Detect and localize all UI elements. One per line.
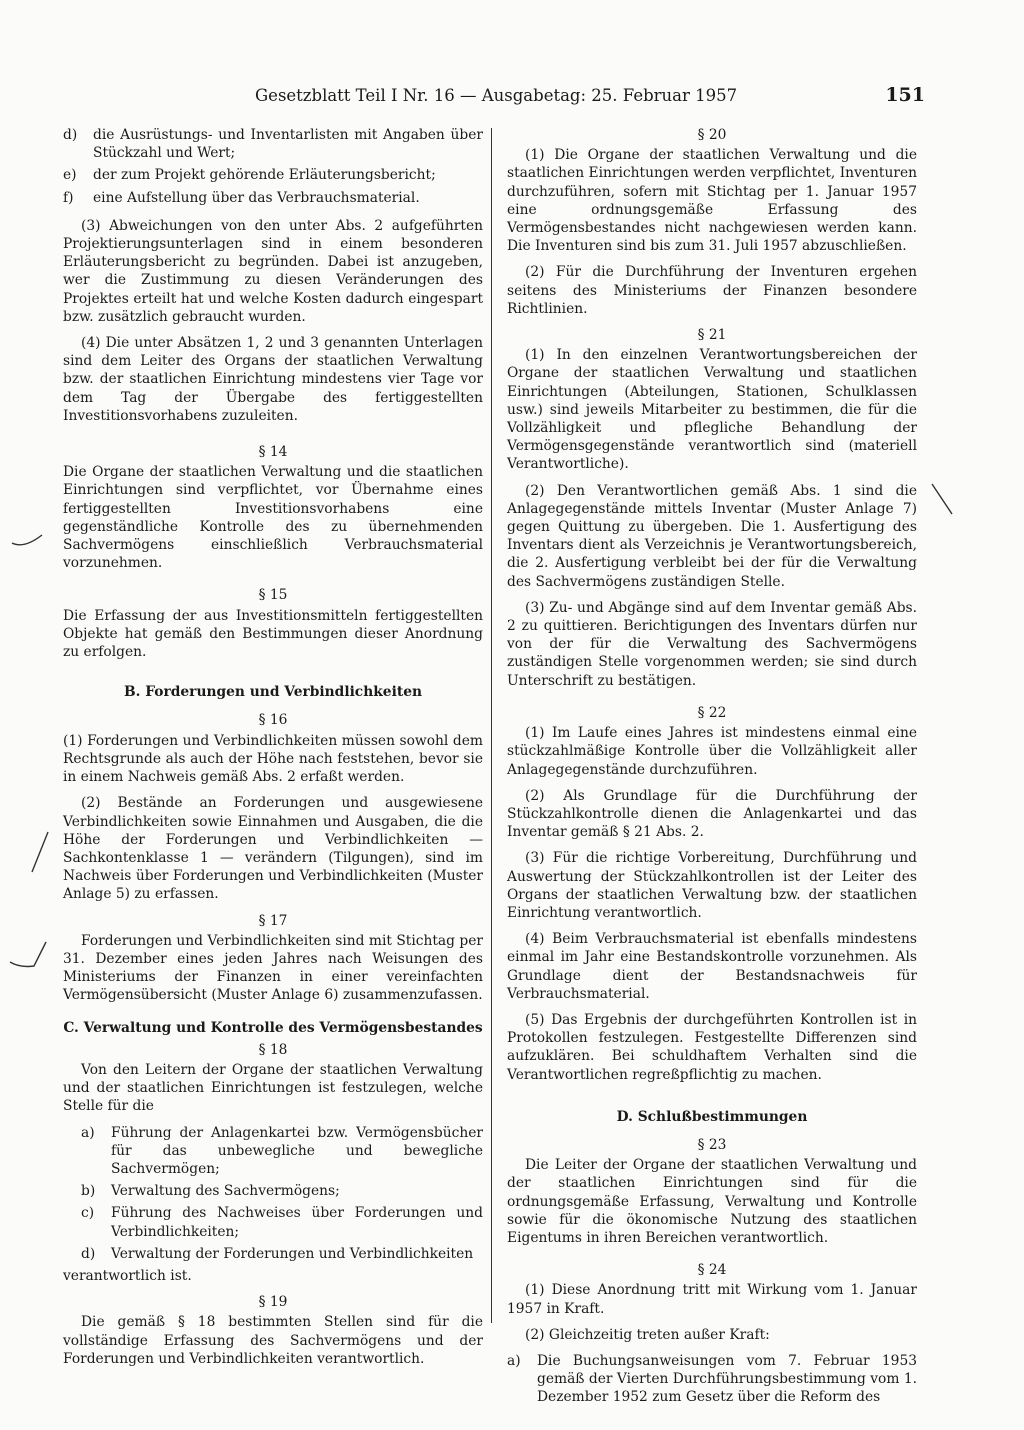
section-20-para-2: (2) Für die Durchführung der Inventuren ergehen seitens des Ministeriums der Finanzen besondere Richtlinien. bbox=[507, 264, 917, 317]
margin-check-icon bbox=[6, 938, 52, 974]
item-label: a) bbox=[507, 1352, 521, 1369]
item-text: die Ausrüstungs- und Inventarlisten mit Angaben über Stückzahl und Wert; bbox=[93, 127, 483, 162]
item-text: Verwaltung der Forderungen und Verbindlichkeiten bbox=[111, 1245, 474, 1262]
left-column bbox=[63, 126, 483, 1376]
item-label: f) bbox=[63, 189, 74, 206]
section-20-para-1: (1) Die Organe der staatlichen Verwaltung und die staatlichen Einrichtungen werden verpflichtet, Inventuren durchzuführen, sofern mit Stichtag per 1. Januar 1957 eine ordnungsgemäße Erfassung des Vermögensbestandes nicht nachgewiesen werden kann. Die Inventuren sind bis zum 31. Juli 1957 abzuschließen. bbox=[507, 147, 917, 255]
section-17-text: Forderungen und Verbindlichkeiten sind mit Stichtag per 31. Dezember eines jeden Jahres nach Weisungen des Ministeriums der Finanzen in einer vereinfachten Vermögensübersicht (Muster Anlage 6) zusammenzufassen. bbox=[63, 932, 483, 1004]
heading-d: D. Schlußbestimmungen bbox=[616, 1108, 808, 1125]
paragraph-4: (4) Die unter Absätzen 1, 2 und 3 genannten Unterlagen sind dem Leiter des Organs der staatlichen Verwaltung bzw. der staatlichen Einrichtung mindestens vier Tage vor dem Tag der Übergabe des fertiggestellten Investitionsvorhabens zuzuleiten. bbox=[63, 335, 483, 424]
section-22-para-5: (5) Das Ergebnis der durchgeführten Kontrollen ist in Protokollen festzulegen. Festgestellte Differenzen sind aufzuklären. Bei schuldhaftem Verhalten sind die Verantwortlichen regreßpflichtig zu machen. bbox=[507, 1011, 917, 1083]
item-label: e) bbox=[63, 167, 77, 184]
margin-mark-icon bbox=[8, 525, 48, 555]
section-18-intro: Von den Leitern der Organe der staatlichen Verwaltung und der staatlichen Einrichtungen ist festzulegen, welche Stelle für die bbox=[63, 1061, 483, 1115]
page-header bbox=[255, 86, 925, 110]
heading-c: C. Verwaltung und Kontrolle des Vermögensbestandes bbox=[63, 1019, 483, 1036]
section-20-title: § 20 bbox=[697, 127, 727, 143]
list-item bbox=[63, 1245, 483, 1263]
section-15-text: Die Erfassung der aus Investitionsmitteln fertiggestellten Objekte hat gemäß den Bestimmungen dieser Anordnung zu erfolgen. bbox=[63, 607, 483, 661]
section-15-title: § 15 bbox=[258, 587, 288, 604]
section-16-para-2: (2) Bestände an Forderungen und ausgewiesene Verbindlichkeiten sowie Einnahmen und Ausgaben, die die Höhe der Forderungen und Verbindlichkeiten — Sachkontenklasse 1 — verändern (Tilgungen), sind im Nachweis über Forderungen und Verbindlichkeiten (Muster Anlage 5) zu erfassen. bbox=[63, 795, 483, 903]
section-16-title: § 16 bbox=[258, 712, 288, 729]
list-item bbox=[63, 166, 483, 184]
running-title: Gesetzblatt Teil I Nr. 16 — Ausgabetag: 25. Februar 1957 bbox=[255, 86, 738, 105]
item-label: a) bbox=[81, 1124, 95, 1141]
section-24-para-1: (1) Diese Anordnung tritt mit Wirkung vom 1. Januar 1957 in Kraft. bbox=[507, 1282, 917, 1317]
section-22-para-2: (2) Als Grundlage für die Durchführung der Stückzahlkontrolle dienen die Anlagenkartei und das Inventar gemäß § 21 Abs. 2. bbox=[507, 787, 917, 841]
item-text: der zum Projekt gehörende Erläuterungsbericht; bbox=[93, 167, 436, 184]
section-21-para-2: (2) Den Verantwortlichen gemäß Abs. 1 sind die Anlagegegenstände mittels Inventar (Muster Anlage 7) gegen Quittung zu übergeben. Die 1. Ausfertigung des Inventars dient als Verzeichnis je Verantwortungsbereich, die 2. Ausfertigung verbleibt bei der für die Verwaltung des Sachvermögens zuständigen Stelle. bbox=[507, 482, 917, 590]
section-23-title: § 23 bbox=[697, 1136, 727, 1153]
list-item bbox=[63, 1204, 483, 1240]
section-21-para-3: (3) Zu- und Abgänge sind auf dem Inventar gemäß Abs. 2 zu quittieren. Berichtigungen des Inventars dürfen nur von der für die Verwaltung des Sachvermögens zuständigen Stelle vorgenommen werden; sie sind durch Unterschrift zu bestätigen. bbox=[507, 599, 917, 689]
section-24-title: § 24 bbox=[697, 1262, 727, 1279]
section-16-para-1: (1) Forderungen und Verbindlichkeiten müssen sowohl dem Rechtsgrunde als auch der Höhe nach feststehen, bevor sie in einem Nachweis gemäß Abs. 2 erfaßt werden. bbox=[63, 732, 483, 786]
margin-stroke-icon bbox=[26, 828, 56, 878]
list-item bbox=[63, 1124, 483, 1179]
section-22-para-3: (3) Für die richtige Vorbereitung, Durchführung und Auswertung der Stückzahlkontrollen ist der Leiter des Organs der staatlichen Verwaltung bzw. der staatlichen Einrichtung verantwortlich. bbox=[507, 850, 917, 921]
section-17-title: § 17 bbox=[258, 912, 288, 929]
item-text: Führung der Anlagenkartei bzw. Vermögensbücher für das unbewegliche und bewegliche Sachvermögen; bbox=[111, 1124, 483, 1177]
section-14-title: § 14 bbox=[258, 444, 288, 461]
section-19-title: § 19 bbox=[258, 1294, 288, 1311]
column-divider bbox=[491, 128, 492, 1323]
item-text: Die Buchungsanweisungen vom 7. Februar 1953 gemäß der Vierten Durchführungsbestimmung vom 1. Dezember 1952 zum Gesetz über die Reform des bbox=[537, 1352, 917, 1406]
item-label: c) bbox=[81, 1205, 95, 1222]
section-22-para-4: (4) Beim Verbrauchsmaterial ist ebenfalls mindestens einmal im Jahr eine Bestandskontrolle vorzunehmen. Als Grundlage dient der Bestandsnachweis für Verbrauchsmaterial. bbox=[507, 931, 917, 1002]
heading-b: B. Forderungen und Verbindlichkeiten bbox=[123, 684, 423, 701]
list-item bbox=[63, 126, 483, 162]
section-23-text: Die Leiter der Organe der staatlichen Verwaltung und der staatlichen Einrichtungen sind für die ordnungsgemäße Erfassung, Verwaltung und Kontrolle sowie für die ökonomische Nutzung des staatlichen Eigentums in ihren Bereichen verantwortlich. bbox=[507, 1157, 917, 1246]
section-22-para-1: (1) Im Laufe eines Jahres ist mindestens einmal eine stückzahlmäßige Kontrolle über die Vollzähligkeit aller Anlagegegenstände durchzuführen. bbox=[507, 725, 917, 778]
page-number: 151 bbox=[885, 84, 925, 106]
list-item bbox=[63, 189, 483, 207]
item-text: Führung des Nachweises über Forderungen und Verbindlichkeiten; bbox=[111, 1205, 483, 1240]
section-19-text: Die gemäß § 18 bestimmten Stellen sind für die vollständige Erfassung des Sachvermögens und der Forderungen und Verbindlichkeiten verantwortlich. bbox=[63, 1314, 483, 1367]
item-text: eine Aufstellung über das Verbrauchsmaterial. bbox=[93, 189, 420, 206]
right-column bbox=[507, 126, 917, 1411]
item-text: Verwaltung des Sachvermögens; bbox=[111, 1183, 340, 1200]
item-label: d) bbox=[81, 1245, 96, 1262]
section-24-para-2: (2) Gleichzeitig treten außer Kraft: bbox=[525, 1326, 770, 1343]
section-14-text: Die Organe der staatlichen Verwaltung und die staatlichen Einrichtungen sind verpflichtet, vor Übernahme eines fertiggestellten Investitionsvorhabens eine gegenständliche Kontrolle des zu übernehmenden Sachvermögens einschließlich Verbrauchsmaterial vorzunehmen. bbox=[63, 464, 483, 572]
list-item bbox=[63, 1182, 483, 1200]
section-21-title: § 21 bbox=[697, 327, 727, 344]
section-18-title: § 18 bbox=[258, 1041, 288, 1058]
item-label: d) bbox=[63, 127, 78, 143]
item-label: b) bbox=[81, 1183, 96, 1200]
section-21-para-1: (1) In den einzelnen Verantwortungsbereichen der Organe der staatlichen Verwaltung und staatlichen Einrichtungen (Abteilungen, Stationen, Schulklassen usw.) sind jeweils Mitarbeiter zu bestimmen, die für die Vollzähligkeit und pflegliche Behandlung der Vermögensgegenstände verantwortlich sind (materiell Verantwortliche). bbox=[507, 347, 917, 473]
section-18-end: verantwortlich ist. bbox=[63, 1267, 192, 1284]
margin-stroke-icon bbox=[928, 480, 958, 520]
paragraph-3: (3) Abweichungen von den unter Abs. 2 aufgeführten Projektierungsunterlagen sind in einem besonderen Erläuterungsbericht zu begründen. Dabei ist anzugeben, wer die Zustimmung zu diesen Veränderungen des Projektes erteilt hat und welche Kosten dadurch eingespart bzw. zusätzlich gebraucht wurden. bbox=[63, 217, 483, 325]
section-22-title: § 22 bbox=[697, 704, 727, 721]
list-item bbox=[507, 1352, 917, 1407]
